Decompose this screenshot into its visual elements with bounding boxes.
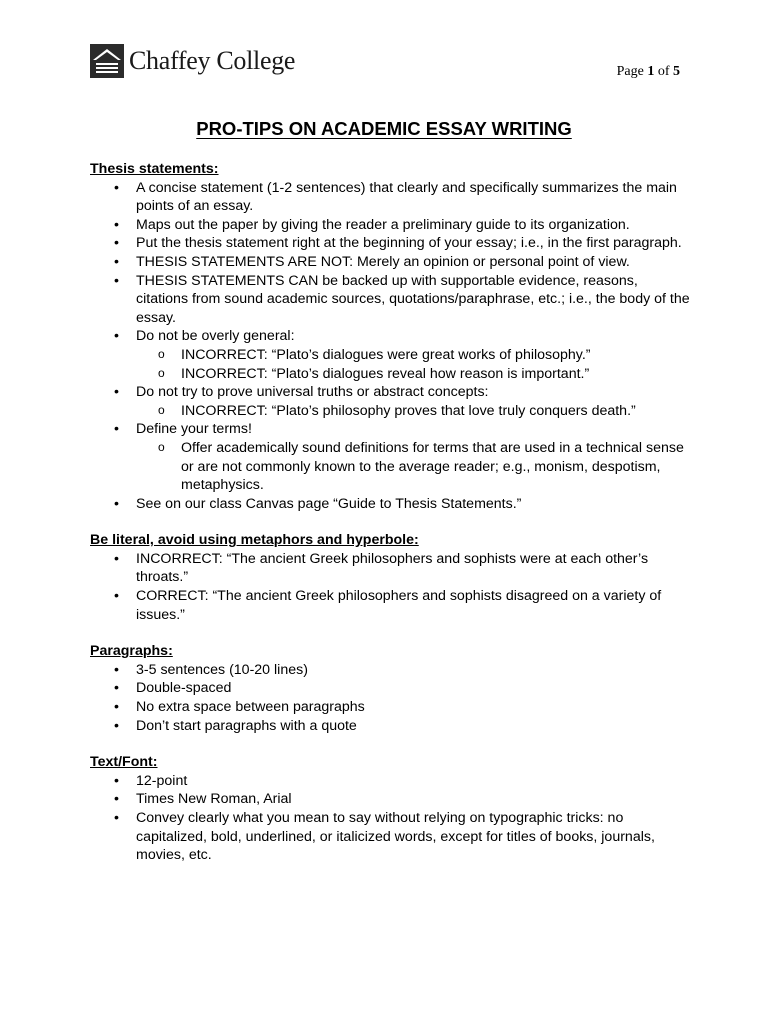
list-item: • A concise statement (1-2 sentences) that clearly and specifically summarizes the main points of an essay. [90,179,690,216]
list-item [90,327,690,383]
sub-list-item: o INCORRECT: “Plato’s dialogues were great works of philosophy.” [90,346,690,365]
list-item: • Convey clearly what you mean to say without relying on typographic tricks: no capitalized, bold, underlined, or italicized words, except for titles of books, journals, movies, etc. [90,809,690,865]
page-number [617,64,680,80]
bullet-list [90,772,690,865]
page-current: 1 [647,64,655,79]
list-item [90,420,690,494]
list-item-text: Define your terms! [136,421,252,438]
list-item: • No extra space between paragraphs [90,698,690,717]
section-heading: Be literal, avoid using metaphors and hyperbole: [90,532,419,549]
section-heading: Paragraphs: [90,643,173,660]
list-item: • INCORRECT: “The ancient Greek philosophers and sophists were at each other’s throats.” [90,550,690,587]
list-item: • 3-5 sentences (10-20 lines) [90,661,690,680]
document-title: PRO-TIPS ON ACADEMIC ESSAY WRITING [196,118,572,139]
page-total: 5 [673,64,680,79]
list-item: • THESIS STATEMENTS ARE NOT: Merely an opinion or personal point of view. [90,253,690,272]
sub-list-item: o INCORRECT: “Plato’s philosophy proves that love truly conquers death.” [90,402,690,421]
section-heading: Text/Font: [90,754,158,771]
list-item: • Double-spaced [90,679,690,698]
bullet-list [90,661,690,735]
section-heading: Thesis statements: [90,161,219,177]
list-item: • See on our class Canvas page “Guide to Thesis Statements.” [90,495,690,514]
page-label: Page [616,64,644,79]
sub-list-item: o Offer academically sound definitions for terms that are used in a technical sense or are not commonly known to the average reader; e.g., monism, despotism, metaphysics. [90,439,690,495]
bullet-list [90,550,690,624]
section-text-font [90,753,690,865]
list-item: • Maps out the paper by giving the reader a preliminary guide to its organization. [90,216,690,235]
list-item-text: Do not try to prove universal truths or abstract concepts: [136,384,489,401]
list-item: • THESIS STATEMENTS CAN be backed up with supportable evidence, reasons, citations from sound academic sources, quotations/paraphrase, etc.; i.e., the body of the essay. [90,272,690,328]
sub-list [136,346,690,383]
list-item: • Put the thesis statement right at the beginning of your essay; i.e., in the first paragraph. [90,234,690,253]
section-literal [90,531,690,624]
college-logo [90,44,295,78]
sub-list [136,439,690,495]
list-item: • CORRECT: “The ancient Greek philosophers and sophists disagreed on a variety of issues.” [90,587,690,624]
sub-list-item: o INCORRECT: “Plato’s dialogues reveal how reason is important.” [90,365,690,384]
document-body [90,160,690,883]
sub-list [136,402,690,421]
section-paragraphs [90,642,690,735]
list-item: • Don’t start paragraphs with a quote [90,717,690,736]
chaffey-building-logo-icon [90,44,124,78]
list-item: • 12-point [90,772,690,791]
page-of: of [657,64,670,79]
list-item [90,383,690,420]
list-item-text: Do not be overly general: [136,328,295,345]
list-item: • Times New Roman, Arial [90,790,690,809]
page-header [90,44,680,84]
section-thesis [90,160,690,513]
bullet-list [90,179,690,514]
logo-text: Chaffey College [129,46,296,75]
